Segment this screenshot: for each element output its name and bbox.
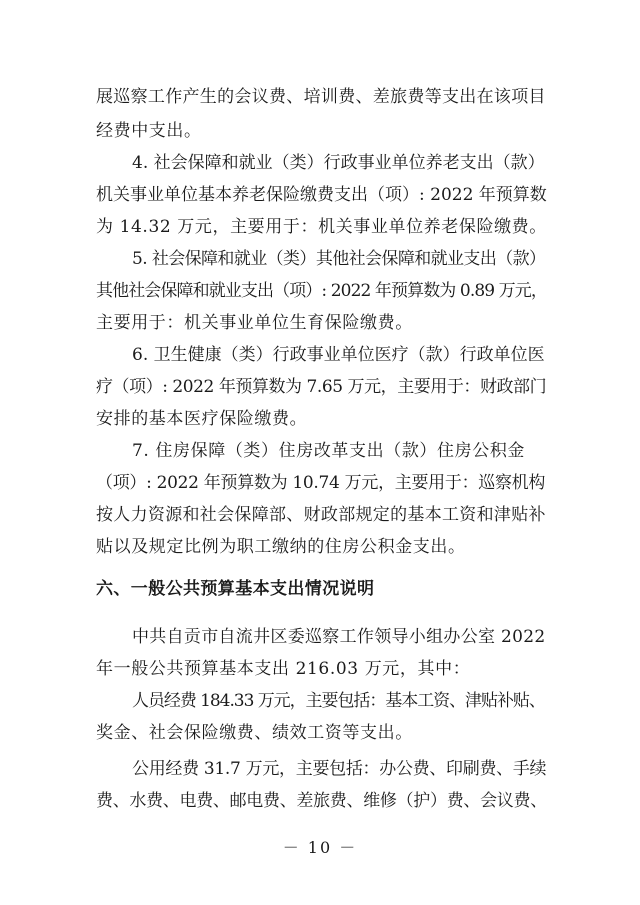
text-line: 经费中支出。 [96,121,202,141]
text-line: 展巡察工作产生的会议费、培训费、差旅费等支出在该项目 [96,87,546,107]
text-line: 贴以及规定比例为职工缴纳的住房公积金支出。 [96,537,466,557]
text-line: 其他社会保障和就业支出（项）: 2022 年预算数为 0.89 万元， [96,281,547,301]
text-line: （项）: 2022 年预算数为 10.74 万元，主要用于：巡察机构 [96,473,546,493]
text-line: 7. 住房保障（类）住房改革支出（款）住房公积金 [132,441,526,461]
text-line: 5. 社会保障和就业（类）其他社会保障和就业支出（款） [132,249,546,269]
text-line: 疗（项）: 2022 年预算数为 7.65 万元，主要用于：财政部门 [96,377,547,397]
text-line: 中共自贡市自流井区委巡察工作领导小组办公室 2022 [132,627,546,647]
text-line: 6. 卫生健康（类）行政事业单位医疗（款）行政单位医 [132,345,545,365]
text-line: 年一般公共预算基本支出 216.03 万元，其中： [96,659,471,679]
text-line: 安排的基本医疗保险缴费。 [96,409,308,429]
text-line: 费、水费、电费、邮电费、差旅费、维修（护）费、会议费、 [96,791,547,811]
text-line: 为 14.32 万元，主要用于：机关事业单位养老保险缴费。 [96,217,547,237]
text-line: 公用经费 31.7 万元，主要包括：办公费、印刷费、手续 [132,759,547,779]
text-line: 机关事业单位基本养老保险缴费支出（项）: 2022 年预算数 [96,185,547,205]
text-line: 4. 社会保障和就业（类）行政事业单位养老支出（款） [132,153,545,173]
section-heading: 六、一般公共预算基本支出情况说明 [96,579,375,599]
text-line: 主要用于：机关事业单位生育保险缴费。 [96,313,413,333]
text-line: 人员经费 184.33 万元，主要包括：基本工资、津贴补贴、 [132,691,545,711]
text-line: 按人力资源和社会保障部、财政部规定的基本工资和津贴补 [96,505,546,525]
text-line: 奖金、社会保险缴费、绩效工资等支出。 [96,723,413,743]
page-number: － 10 － [282,838,358,857]
